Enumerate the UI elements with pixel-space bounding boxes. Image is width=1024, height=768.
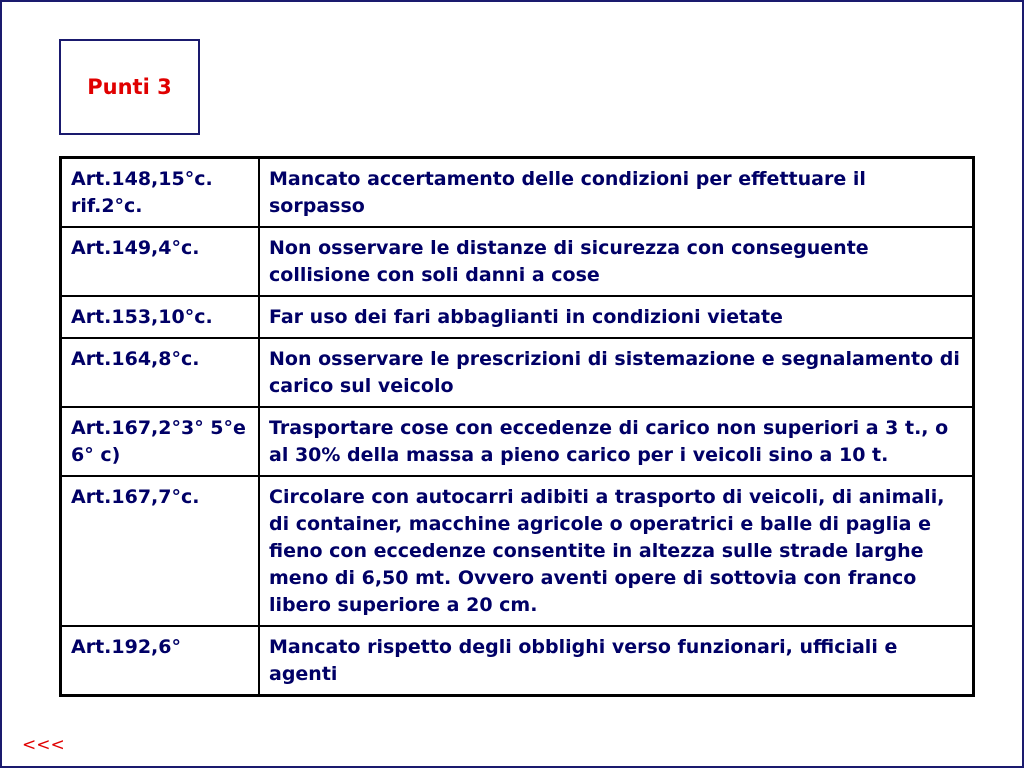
article-cell: Art.192,6°	[61, 626, 260, 696]
article-cell: Art.167,7°c.	[61, 476, 260, 626]
description-cell: Non osservare le distanze di sicurezza con conseguente collisione con soli danni a cose	[259, 227, 974, 296]
table-row	[61, 338, 974, 407]
table-row	[61, 158, 974, 228]
description-cell: Non osservare le prescrizioni di sistemazione e segnalamento di carico sul veicolo	[259, 338, 974, 407]
article-cell: Art.153,10°c.	[61, 296, 260, 338]
description-cell: Mancato rispetto degli obblighi verso funzionari, ufficiali e agenti	[259, 626, 974, 696]
penalty-table	[59, 156, 975, 697]
table-row	[61, 296, 974, 338]
description-cell: Far uso dei fari abbaglianti in condizioni vietate	[259, 296, 974, 338]
description-cell: Mancato accertamento delle condizioni per effettuare il sorpasso	[259, 158, 974, 228]
article-cell: Art.164,8°c.	[61, 338, 260, 407]
description-cell: Trasportare cose con eccedenze di carico non superiori a 3 t., o al 30% della massa a pieno carico per i veicoli sino a 10 t.	[259, 407, 974, 476]
slide-title: Punti 3	[87, 75, 172, 99]
table-row	[61, 626, 974, 696]
article-cell: Art.149,4°c.	[61, 227, 260, 296]
back-link[interactable]: <<<	[22, 735, 65, 755]
slide-title-box	[59, 39, 200, 135]
table-row	[61, 407, 974, 476]
table-row	[61, 476, 974, 626]
article-cell: Art.148,15°c. rif.2°c.	[61, 158, 260, 228]
description-cell: Circolare con autocarri adibiti a trasporto di veicoli, di animali, di container, macchine agricole o operatrici e balle di paglia e fieno con eccedenze consentite in altezza sulle strade larghe meno di 6,50 mt. Ovvero aventi opere di sottovia con franco libero superiore a 20 cm.	[259, 476, 974, 626]
table-row	[61, 227, 974, 296]
article-cell: Art.167,2°3° 5°e 6° c)	[61, 407, 260, 476]
